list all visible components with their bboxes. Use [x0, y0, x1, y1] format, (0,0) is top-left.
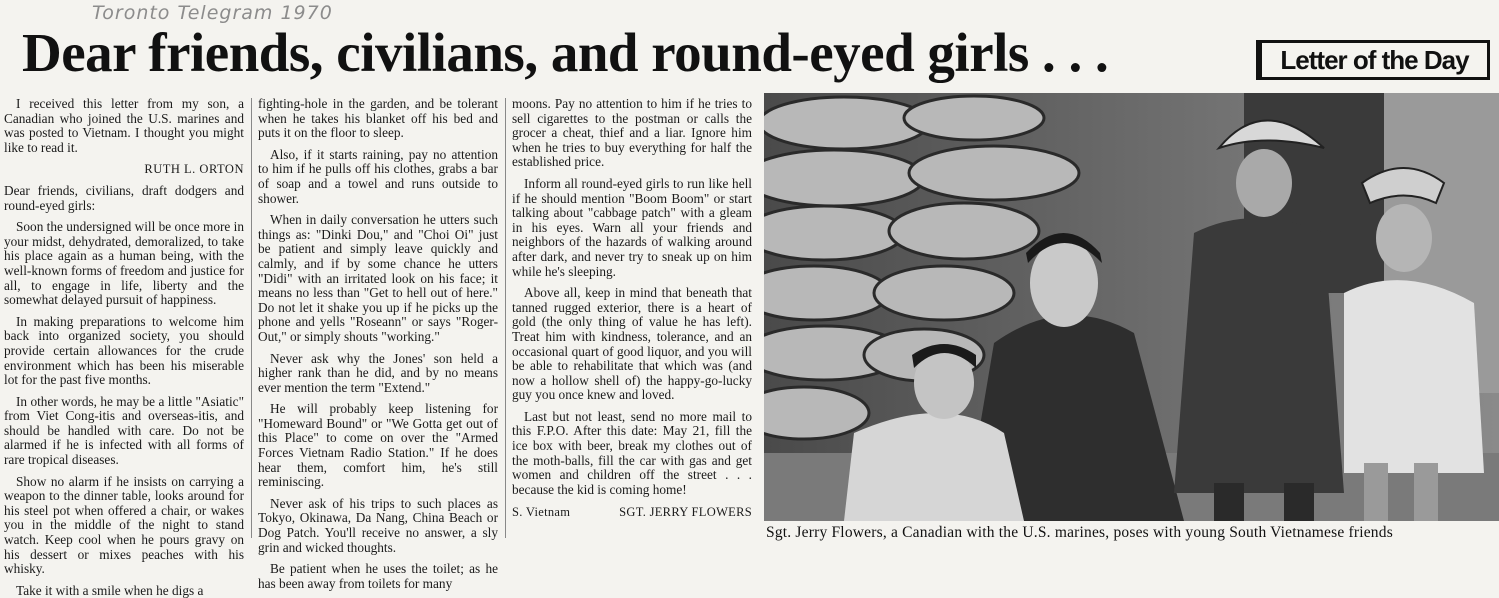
headline: Dear friends, civilians, and round-eyed girls . . .: [22, 22, 1109, 83]
handwritten-source-note: Toronto Telegram 1970: [92, 2, 333, 24]
paragraph: Soon the undersigned will be once more in your midst, dehydrated, demoralized, to take his place again as a human being, with the well-known forms of freedom and justice for all, to engage in life, liberty and the somewhat delayed pursuit of happiness.: [4, 219, 244, 308]
letter-signoff: [512, 505, 752, 520]
paragraph: In other words, he may be a little "Asiatic" from Viet Cong-itis and overseas-itis, and should be handled with care. Do not be alarmed if he is infected with all forms of rare tropical diseases.: [4, 393, 244, 468]
column-rule: [505, 98, 506, 538]
news-photo: [764, 93, 1499, 521]
paragraph: When in daily conversation he utters such things as: "Dinki Dou," and "Choi Oi" just be patient and simply leave quickly and calmly, and if by some chance he utters "Didi" with an irritated look on his face; it means no less than "Get to hell out of here." Do not let it shake you up if he picks up the phone and yells "Roseann" or says "Roger-Out," or simply shouts "working.": [258, 212, 498, 344]
letter-of-the-day-badge: Letter of the Day: [1256, 40, 1490, 80]
paragraph: Be patient when he uses the toilet; as he has been away from toilets for many: [258, 561, 498, 591]
paragraph: Inform all round-eyed girls to run like hell if he should mention "Boom Boom" or start talking about "cabbage patch" with a gleam in his eyes. Warn all your friends and neighbors of the hazards of walking around after dark, and never try to sneak up on him while he's sleeping.: [512, 175, 752, 279]
paragraph: Above all, keep in mind that beneath that tanned rugged exterior, there is a heart of gold (the only thing of value he has left). Treat him with kindness, tolerance, and an occasional quart of good liquor, and you will be able to rehabilitate that which was (and now a hollow shell of) the happy-go-lucky guy you once knew and loved.: [512, 285, 752, 403]
photo-illustration: [764, 93, 1499, 521]
column-rule: [251, 98, 252, 538]
photo-caption: Sgt. Jerry Flowers, a Canadian with the U.S. marines, poses with young South Vietnamese friends: [766, 524, 1393, 541]
intro-signature: RUTH L. ORTON: [144, 162, 244, 177]
intro-paragraph: I received this letter from my son, a Canadian who joined the U.S. marines and was posted to Vietnam. I thought you might like to read it.: [4, 96, 244, 155]
paragraph: Take it with a smile when he digs a: [16, 582, 204, 598]
paragraph: Last but not least, send no more mail to this F.P.O. After this date: May 21, fill the ice box with beer, break my clothes out of the moth-balls, fill the car with gas and get women and children off the street . . . because the kid is coming home!: [512, 408, 752, 497]
paragraph: Never ask of his trips to such places as Tokyo, Okinawa, Da Nang, China Beach or Dog Patch. You'll receive no answer, a sly grin and wicked thoughts.: [258, 495, 498, 555]
signoff-place: S. Vietnam: [512, 505, 571, 520]
paragraph: In making preparations to welcome him back into organized society, you should provide certain allowances for the crude environment which has been his miserable lot for the past five months.: [4, 313, 244, 388]
paragraph: He will probably keep listening for "Homeward Bound" or "We Gotta get out of this Place" to come on over the "Armed Forces Vietnam Radio Station." If he does hear them, comfort him, he's still reminiscing.: [258, 401, 498, 490]
paragraph: Show no alarm if he insists on carrying a weapon to the dinner table, looks around for his steel pot when offered a chair, or wakes you in the middle of the night to stand watch. Keep cool when he pours gravy on his dessert or mixes peaches with his whisky.: [4, 473, 244, 577]
paragraph: Never ask why the Jones' son held a higher rank than he did, and by no means ever mention the term "Extend.": [258, 350, 498, 395]
salutation: Dear friends, civilians, draft dodgers and round-eyed girls:: [4, 182, 244, 213]
column-2: [258, 97, 498, 591]
signoff-signature: SGT. JERRY FLOWERS: [619, 505, 752, 520]
paragraph: moons. Pay no attention to him if he tries to sell cigarettes to the postman or calls the grocer a cheat, thief and a liar. Ignore him when he tries to buy everything for half the established price.: [512, 96, 752, 170]
column-1: [4, 97, 244, 598]
paragraph: fighting-hole in the garden, and be tolerant when he takes his blanket off his bed and puts it on the floor to sleep.: [258, 96, 498, 141]
column-3: [512, 97, 752, 520]
paragraph: Also, if it starts raining, pay no attention to him if he pulls off his clothes, grabs a bar of soap and a towel and runs outside to shower.: [258, 146, 498, 206]
